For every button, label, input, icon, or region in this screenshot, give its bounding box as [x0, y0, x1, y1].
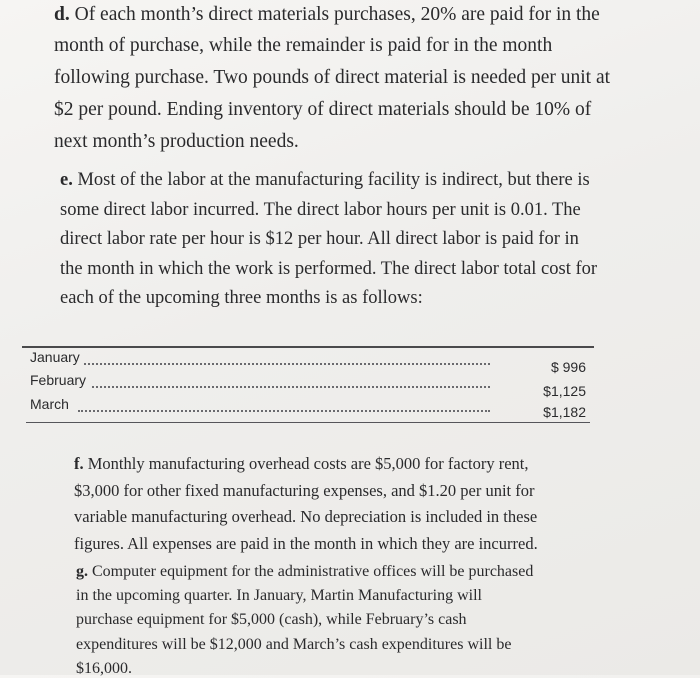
paragraph-line: variable manufacturing overhead. No depreciation is included in these	[74, 507, 538, 526]
paragraph-line: each of the upcoming three months is as follows:	[60, 288, 423, 308]
paragraph-line: next month’s production needs.	[54, 131, 299, 152]
table-row-amount: $1,125	[543, 383, 586, 399]
paragraph-line: e. Most of the labor at the manufacturing facility is indirect, but there is	[60, 170, 590, 190]
paragraph-line: $2 per pound. Ending inventory of direct materials should be 10% of	[54, 99, 592, 120]
paragraph-line: purchase equipment for $5,000 (cash), while February’s cash	[76, 611, 467, 628]
paragraph-line: the month in which the work is performed. The direct labor total cost for	[60, 259, 598, 279]
table-row-month: January	[30, 349, 80, 365]
paragraph-line: g. Computer equipment for the administrative offices will be purchased	[76, 563, 534, 580]
paragraph-label: d.	[54, 4, 70, 25]
paragraph-label: f.	[74, 454, 84, 473]
dot-leader	[78, 410, 490, 412]
dot-leader	[84, 363, 490, 365]
table-row-amount: $ 996	[550, 359, 586, 375]
paragraph-line: expenditures will be $12,000 and March’s cash expenditures will be	[76, 636, 512, 653]
table-row-month: February	[30, 372, 87, 388]
paragraph-line: in the upcoming quarter. In January, Martin Manufacturing will	[76, 587, 482, 604]
paragraph-line: $3,000 for other fixed manufacturing expenses, and $1.20 per unit for	[74, 481, 535, 500]
paragraph-label: e.	[60, 170, 73, 190]
paragraph-line: figures. All expenses are paid in the month in which they are incurred.	[74, 534, 538, 553]
table-top-rule	[22, 346, 594, 348]
dot-leader	[92, 386, 490, 388]
paragraph-line: following purchase. Two pounds of direct material is needed per unit at	[54, 67, 611, 88]
table-row-month: March	[30, 396, 69, 412]
paragraph-line: d. Of each month’s direct materials purchases, 20% are paid for in the	[54, 4, 600, 25]
paragraph-line: $16,000.	[76, 660, 132, 677]
table-row-amount: $1,182	[543, 404, 586, 420]
paragraph-line: month of purchase, while the remainder is paid for in the month	[54, 35, 553, 56]
paragraph-label: g.	[76, 563, 88, 580]
table-bottom-rule	[26, 422, 590, 423]
paragraph-line: f. Monthly manufacturing overhead costs are $5,000 for factory rent,	[74, 454, 529, 473]
direct-labor-table	[22, 346, 594, 426]
paragraph-line: some direct labor incurred. The direct labor hours per unit is 0.01. The	[60, 200, 581, 220]
paragraph-line: direct labor rate per hour is $12 per hour. All direct labor is paid for in	[60, 229, 579, 249]
